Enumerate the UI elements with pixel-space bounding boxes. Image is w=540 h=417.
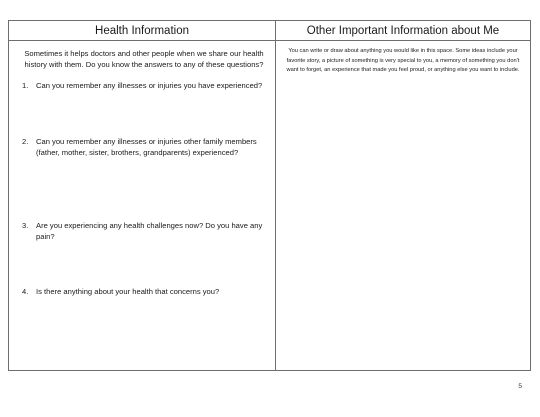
- question-2: [22, 136, 271, 158]
- question-3: [22, 220, 271, 242]
- question-2-number: 2.: [22, 137, 29, 146]
- question-1: [22, 80, 271, 91]
- other-information-note: You can write or draw about anything you would like in this space. Some ideas include your favorite story, a picture of something is very special to you, a memory of something you don't want to forget, an experience that made you feel proud, or anything else you want to include.: [286, 48, 520, 74]
- health-information-heading: Health Information: [9, 21, 275, 41]
- question-1-text: Can you remember any illnesses or injuries you have experienced?: [36, 81, 263, 90]
- other-information-heading: Other Important Information about Me: [276, 21, 530, 41]
- question-3-number: 3.: [22, 221, 29, 230]
- question-4-text: Is there anything about your health that concerns you?: [36, 287, 220, 296]
- health-information-intro: Sometimes it helps doctors and other people when we share our health history with them. Do you know the answers to any of these questions?: [24, 49, 264, 69]
- question-1-number: 1.: [22, 81, 29, 90]
- question-4-number: 4.: [22, 287, 29, 296]
- question-2-text: Can you remember any illnesses or injuries other family members (father, mother, sister, brothers, grandparents) experienced?: [36, 137, 257, 157]
- two-column-table: [8, 20, 531, 371]
- page-number: 5: [518, 383, 522, 390]
- health-information-column: [9, 21, 276, 370]
- other-information-column: [276, 21, 530, 370]
- question-4: [22, 286, 271, 297]
- question-3-text: Are you experiencing any health challenges now? Do you have any pain?: [36, 221, 263, 241]
